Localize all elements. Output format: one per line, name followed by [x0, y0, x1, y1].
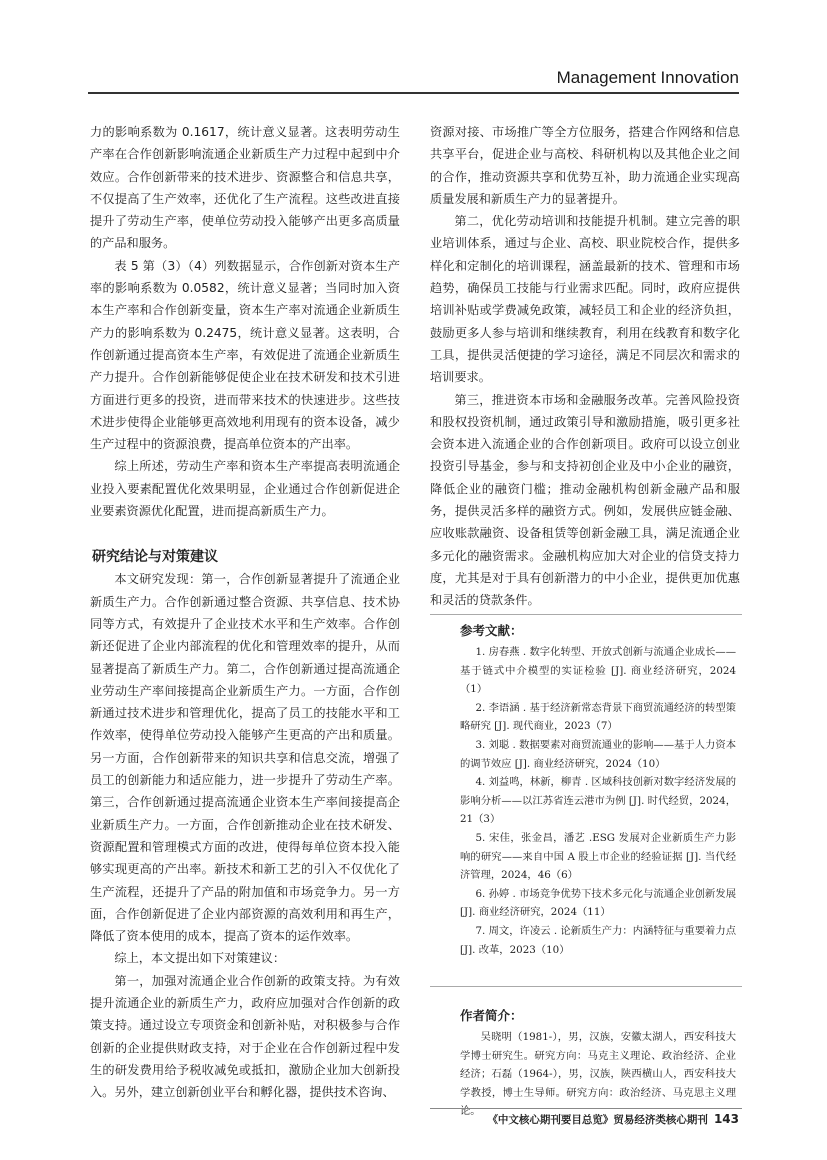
left-column: [90, 121, 400, 1103]
page-number: 143: [713, 1112, 739, 1126]
header-rule: [88, 92, 739, 94]
reference-item: 7. 周文，许凌云 . 论新质生产力：内涵特征与重要着力点 [J]. 改革，2023（10）: [460, 924, 736, 956]
author-info-heading: 作者简介：: [460, 1008, 523, 1023]
reference-item: 4. 刘益鸣，林新，柳青 . 区域科技创新对数字经济发展的影响分析——以江苏省连云港市为例 [J]. 时代经贸，2024，21（3）: [460, 776, 736, 826]
body-paragraph: 表 5 第（3）（4）列数据显示，合作创新对资本生产率的影响系数为 0.0582，统计意义显著；当同时加入资本生产率和合作创新变量，资本生产率对流通企业新质生产力的影响系数为 0.2475，统计意义显著。这表明，合作创新通过提高资本生产率，有效促进了流通企业新质生产力提升。合作创新能够促使企业在技术研发和技术引进方面进行更多的投资，进而带来技术的快速进步。这些技术进步使得企业能够更高效地利用现有的资本设备，减少生产过程中的资源浪费，提高单位资本的产出率。: [90, 258, 400, 452]
body-paragraph: 资源对接、市场推广等全方位服务，搭建合作网络和信息共享平台，促进企业与高校、科研机构以及其他企业之间的合作，推动资源共享和优势互补，助力流通企业实现高质量发展和新质生产力的显著提升。: [430, 125, 740, 206]
footer-rule: [430, 1108, 742, 1109]
body-paragraph: 第三，推进资本市场和金融服务改革。完善风险投资和股权投资机制，通过政策引导和激励措施，吸引更多社会资本进入流通企业的合作创新项目。政府可以设立创业投资引导基金，参与和支持初创企业及中小企业的融资，降低企业的融资门槛；推动金融机构创新金融产品和服务，提供灵活多样的融资方式。例如，发展供应链金融、应收账款融资、设备租赁等创新金融工具，满足流通企业多元化的融资需求。金融机构应加大对企业的信贷支持力度，尤其是对于具有创新潜力的中小企业，提供更加优惠和灵活的贷款条件。: [430, 392, 740, 608]
references-section: [430, 614, 742, 959]
section-divider: [430, 986, 742, 987]
right-column: [430, 121, 740, 612]
body-paragraph: 第二，优化劳动培训和技能提升机制。建立完善的职业培训体系，通过与企业、高校、职业院校合作，提供多样化和定制化的培训课程，涵盖最新的技术、管理和市场趋势，确保员工技能与行业需求匹配。同时，政府应提供培训补贴或学费减免政策，减轻员工和企业的经济负担，鼓励更多人参与培训和继续教育，利用在线教育和数字化工具，提供灵活便捷的学习途径，满足不同层次和需求的培训要求。: [430, 214, 740, 385]
body-paragraph: 综上所述，劳动生产率和资本生产率提高表明流通企业投入要素配置优化效果明显，企业通过合作创新促进企业要素资源优化配置，进而提高新质生产力。: [90, 459, 400, 519]
references-heading: 参考文献：: [460, 623, 523, 638]
reference-item: 3. 刘聪 . 数据要素对商贸流通业的影响——基于人力资本的调节效应 [J]. 商业经济研究，2024（10）: [460, 738, 736, 770]
footer: [487, 1112, 739, 1127]
reference-item: 1. 房春燕 . 数字化转型、开放式创新与流通企业成长——基于链式中介模型的实证检验 [J]. 商业经济研究，2024（1）: [460, 646, 736, 696]
body-paragraph: 综上，本文提出如下对策建议：: [114, 951, 286, 966]
reference-item: 2. 李语涵 . 基于经济新常态背景下商贸流通经济的转型策略研究 [J]. 现代商业，2023（7）: [460, 701, 736, 733]
body-paragraph: 第一，加强对流通企业合作创新的政策支持。为有效提升流通企业的新质生产力，政府应加强对合作创新的政策支持。通过设立专项资金和创新补贴，对积极参与合作创新的企业提供财政支持，对于企业在合作创新过程中发生的研发费用给予税收减免或抵扣，激励企业加大创新投入。另外，建立创新创业平台和孵化器，提供技术咨询、: [90, 973, 400, 1100]
reference-item: 5. 宋佳，张金昌，潘艺 .ESG 发展对企业新质生产力影响的研究——来自中国 A 股上市企业的经验证据 [J]. 当代经济管理，2024，46（6）: [460, 831, 736, 882]
section-heading: 研究结论与对策建议: [92, 549, 218, 566]
author-info-text: 吴晓明（1981-），男，汉族，安徽太湖人，西安科技大学博士研究生。研究方向：马克主义理论、政治经济、企业经济；石磊（1964-），男，汉族，陕西横山人，西安科技大学教授，博士生导师。研究方向：政治经济、马克思主义理论。: [460, 1031, 736, 1118]
body-paragraph: 本文研究发现：第一，合作创新显著提升了流通企业新质生产力。合作创新通过整合资源、共享信息、技术协同等方式，有效提升了企业技术水平和生产效率。合作创新还促进了企业内部流程的优化和管理效率的提升，从而显著提高了新质生产力。第二，合作创新通过提高流通企业劳动生产率间接提高企业新质生产力。一方面，合作创新通过技术进步和管理优化，提高了员工的技能水平和工作效率，使得单位劳动投入能够产生更高的产出和质量。另一方面，合作创新带来的知识共享和信息交流，增强了员工的创新能力和适应能力，进一步提升了劳动生产率。第三，合作创新通过提高流通企业资本生产率间接提高企业新质生产力。一方面，合作创新推动企业在技术研发、资源配置和管理模式方面的改进，使得每单位资本投入能够实现更高的产出率。新技术和新工艺的引入不仅优化了生产流程，还提升了产品的附加值和市场竞争力。另一方面，合作创新促进了企业内部资源的高效利用和再生产，降低了资本使用的成本，提高了资本的运作效率。: [90, 572, 400, 944]
reference-item: 6. 孙婷 . 市场竞争优势下技术多元化与流通企业创新发展 [J]. 商业经济研究，2024（11）: [460, 887, 736, 919]
running-header-title: Management Innovation: [556, 68, 739, 87]
author-info-section: [430, 1000, 742, 1121]
body-paragraph: 力的影响系数为 0.1617，统计意义显著。这表明劳动生产率在合作创新影响流通企业新质生产力过程中起到中介效应。合作创新带来的技术进步、资源整合和信息共享，不仅提高了生产效率，还优化了生产流程。这些改进直接提升了劳动生产率，使单位劳动投入能够产出更多高质量的产品和服务。: [90, 125, 400, 251]
footer-journal: 《中文核心期刊要目总览》贸易经济类核心期刊: [487, 1114, 708, 1126]
